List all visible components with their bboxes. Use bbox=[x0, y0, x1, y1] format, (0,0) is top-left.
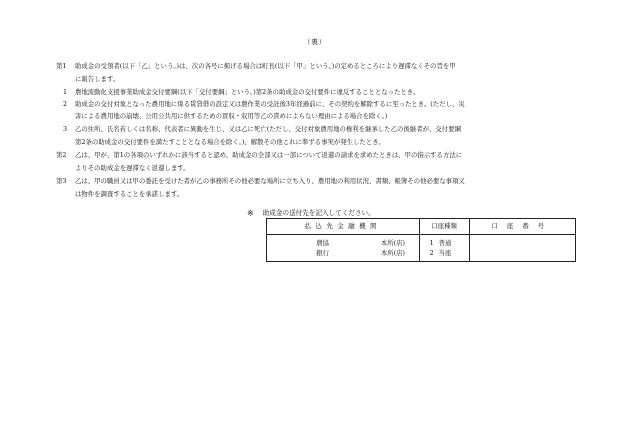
item-1-number: 1 bbox=[63, 88, 68, 96]
account-number-field[interactable] bbox=[469, 235, 575, 262]
bank-line-nokyo bbox=[267, 238, 419, 248]
remittance-note bbox=[247, 209, 375, 217]
account-type-label-2: 当座 bbox=[438, 249, 452, 257]
note-mark: ※ bbox=[247, 209, 254, 218]
item-2-number: 2 bbox=[63, 100, 68, 108]
item-3-line-2: 第2条の助成金の交付要件を満たすこととなる場合を除く。)、解散その他これに準ずる事実が発生したとき。 bbox=[75, 138, 385, 146]
article-3-line-2: は物件を調査することを承諾します。 bbox=[75, 190, 184, 198]
branch-label-ginko: 本所(店) bbox=[380, 249, 405, 257]
bank-account-table bbox=[266, 218, 576, 262]
bank-name-ginko: 銀行 bbox=[316, 249, 329, 257]
account-type-label-1: 普通 bbox=[438, 239, 452, 247]
note-text: 助成金の送付先を記入してください。 bbox=[262, 209, 375, 217]
header-account-type: 口座種類 bbox=[419, 219, 469, 235]
bank-line-ginko bbox=[267, 248, 419, 258]
article-1-label: 第1 bbox=[56, 62, 67, 70]
article-2-label: 第2 bbox=[56, 151, 67, 159]
account-type-num-2: 2 bbox=[429, 249, 434, 257]
article-3-line-1: 乙は、甲の職員又は甲の委託を受けた者が乙の事務所その他必要な場所に立ち入り、農用地の利用状況、書類、帳簿その他必要な事項又 bbox=[75, 177, 465, 185]
account-type-option-2 bbox=[420, 248, 469, 258]
account-type-option-1 bbox=[420, 238, 469, 248]
bank-institution-field[interactable] bbox=[267, 235, 420, 262]
branch-label-nokyo: 本所(店) bbox=[380, 239, 405, 247]
article-1-line-1: 助成金の受領者(以下「乙」という。)は、次の各号に掲げる場合は町長(以下「甲」という。)の定めるところにより遅滞なくその旨を甲 bbox=[75, 62, 456, 70]
article-2-line-1: 乙は、甲が、第1の各項のいずれかに該当すると認め、助成金の全部又は一部について返還の請求を求めたときは、甲の指示する方法に bbox=[75, 151, 463, 159]
page-title: （裏） bbox=[303, 38, 327, 46]
item-1-line-1: 農地流動化支援事業助成金交付要綱(以下「交付要綱」という。)第2条の助成金の交付要件に違反することとなったとき。 bbox=[75, 88, 420, 96]
account-type-field[interactable] bbox=[419, 235, 469, 262]
article-1-line-2: に報告します。 bbox=[75, 75, 120, 83]
account-type-num-1: 1 bbox=[429, 239, 434, 247]
item-3-number: 3 bbox=[63, 125, 68, 133]
header-account-number: 口座番号 bbox=[469, 219, 575, 235]
article-2-line-2: よりその助成金を遅滞なく返還します。 bbox=[75, 164, 190, 172]
item-2-line-2: 害による農用地の崩壊、公用公共用に供するための買収・収用等乙の責めによらない理由による場合を除く。) bbox=[75, 112, 388, 120]
article-3-label: 第3 bbox=[56, 177, 67, 185]
header-bank-institution: 払込先金融機関 bbox=[267, 219, 420, 235]
item-3-line-1: 乙の住所、氏名若しくは名称、代表者に異動を生じ、又は乙に死亡(ただし、交付対象農用地の権利を継承した乙の後継者が、交付要綱 bbox=[75, 125, 461, 133]
item-2-line-1: 助成金の交付対象となった農用地に係る賃貸借の設定又は農作業の受託後3年経過前に、その契約を解除するに至ったとき。(ただし、災 bbox=[75, 100, 465, 108]
bank-name-nokyo: 農協 bbox=[316, 239, 329, 247]
